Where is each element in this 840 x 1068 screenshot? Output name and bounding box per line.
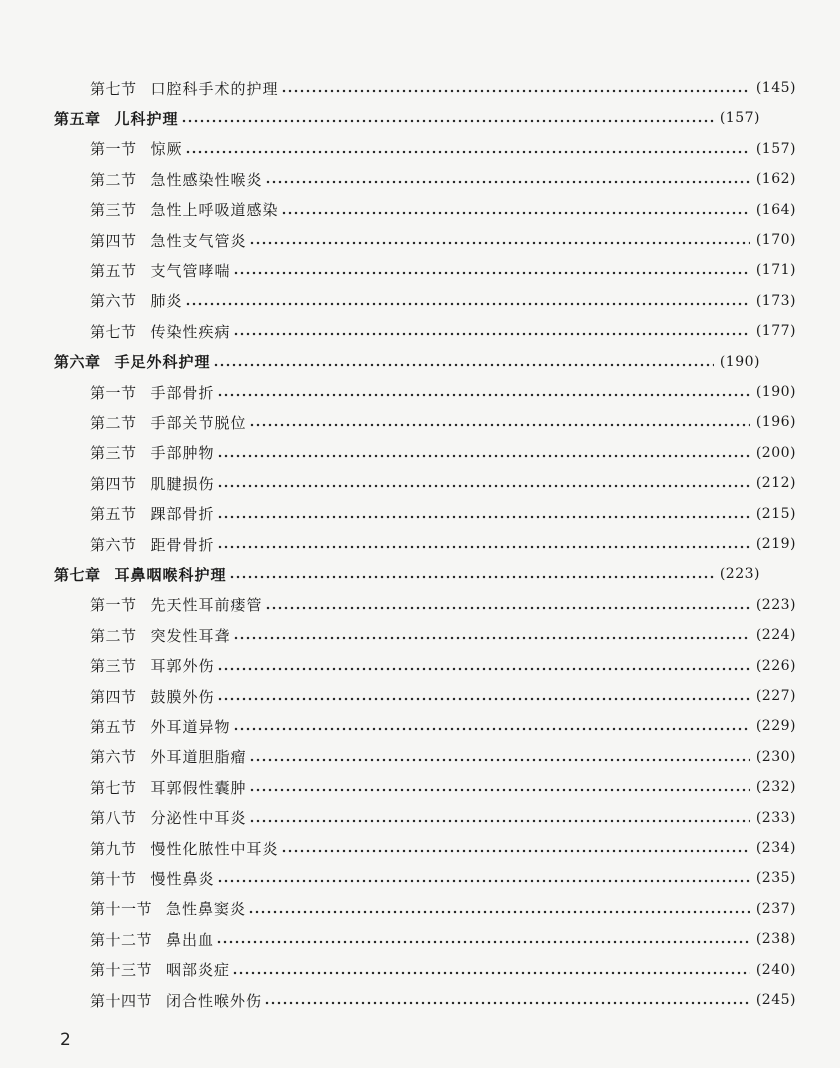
toc-entry-title: 肌腱损伤 [150, 474, 215, 493]
toc-entry-page: (233) [755, 809, 796, 826]
toc-entry-label: 第十四节 [90, 991, 153, 1010]
toc-entry-label: 第十三节 [90, 961, 153, 980]
toc-entry-title: 分泌性中耳炎 [150, 809, 247, 828]
toc-entry-page: (223) [719, 566, 760, 583]
toc-entry-page: (240) [755, 961, 796, 978]
toc-entry-title: 急性鼻窦炎 [166, 900, 247, 919]
toc-entry-label: 第十二节 [90, 930, 153, 949]
dot-leader [249, 423, 750, 427]
toc-entry-page: (235) [755, 870, 796, 887]
toc-section-entry [0, 438, 840, 468]
toc-entry-page: (219) [755, 536, 796, 552]
dot-leader [249, 241, 750, 245]
dot-leader [217, 454, 750, 458]
toc-entry-page: (157) [755, 140, 796, 157]
toc-entry-page: (230) [755, 748, 796, 765]
toc-entry-title: 儿科护理 [114, 109, 179, 128]
dot-leader [249, 788, 750, 792]
dot-leader [217, 667, 750, 671]
toc-entry-page: (245) [755, 992, 796, 1008]
toc-entry-page: (170) [755, 232, 796, 248]
toc-section-entry [0, 134, 840, 164]
toc-entry-label: 第四节 [90, 687, 137, 706]
toc-entry-title: 慢性化脓性中耳炎 [150, 839, 279, 858]
toc-entry-label: 第五节 [90, 717, 137, 736]
toc-entry-label: 第五节 [90, 261, 137, 280]
toc-entry-title: 外耳道胆脂瘤 [150, 748, 247, 767]
toc-entry-title: 惊厥 [150, 140, 183, 159]
toc-section-entry [0, 590, 840, 620]
dot-leader [233, 332, 750, 336]
toc-entry-label: 第二节 [90, 626, 137, 645]
toc-entry-label: 第三节 [90, 444, 137, 463]
toc-section-entry [0, 711, 840, 741]
toc-section-entry [0, 985, 840, 1015]
toc-entry-title: 先天性耳前瘘管 [150, 596, 263, 615]
toc-section-entry [0, 286, 840, 316]
toc-entry-title: 口腔科手术的护理 [150, 79, 279, 98]
toc-entry-page: (229) [755, 718, 796, 735]
toc-entry-label: 第八节 [90, 809, 137, 828]
toc-entry-title: 肺炎 [150, 292, 183, 311]
toc-entry-label: 第六节 [90, 292, 137, 311]
toc-section-entry [0, 742, 840, 772]
toc-entry-page: (224) [755, 627, 796, 644]
dot-leader [217, 393, 750, 397]
toc-entry-label: 第九节 [90, 839, 137, 858]
dot-leader [229, 575, 714, 579]
dot-leader [233, 727, 750, 731]
toc-section-entry [0, 225, 840, 255]
toc-section-entry [0, 164, 840, 194]
toc-section-entry [0, 316, 840, 346]
toc-entry-page: (227) [755, 688, 796, 704]
toc-entry-label: 第六章 [54, 353, 101, 372]
toc-entry-title: 手部关节脱位 [150, 413, 247, 432]
toc-section-entry [0, 377, 840, 407]
toc-section-entry [0, 529, 840, 559]
toc-entry-label: 第一节 [90, 596, 137, 615]
dot-leader [281, 211, 750, 215]
toc-entry-page: (164) [755, 201, 796, 218]
toc-section-entry [0, 468, 840, 498]
toc-entry-label: 第一节 [90, 383, 137, 402]
toc-entry-page: (196) [755, 414, 796, 431]
toc-entry-page: (200) [755, 444, 796, 461]
dot-leader [217, 879, 750, 883]
toc-entry-label: 第七节 [90, 79, 137, 98]
toc-section-entry [0, 863, 840, 893]
toc-entry-title: 耳鼻咽喉科护理 [114, 565, 227, 584]
dot-leader [216, 940, 750, 944]
toc-entry-title: 鼻出血 [166, 930, 215, 949]
toc-entry-title: 耳郭假性囊肿 [150, 778, 247, 797]
toc-entry-title: 咽部炎症 [166, 961, 231, 980]
dot-leader [217, 545, 750, 549]
toc-entry-label: 第十节 [90, 869, 137, 888]
toc-entry-label: 第二节 [90, 170, 137, 189]
toc-entry-label: 第二节 [90, 413, 137, 432]
toc-chapter-entry [0, 347, 804, 377]
dot-leader [264, 1001, 750, 1005]
toc-section-entry [0, 955, 840, 985]
dot-leader [185, 150, 750, 154]
toc-section-entry [0, 255, 840, 285]
dot-leader [213, 363, 714, 367]
toc-section-entry [0, 924, 840, 954]
toc-entry-label: 第六节 [90, 748, 137, 767]
toc-entry-title: 急性感染性喉炎 [150, 170, 263, 189]
toc-entry-title: 突发性耳聋 [150, 626, 231, 645]
toc-entry-title: 手部肿物 [150, 444, 215, 463]
toc-entry-title: 鼓膜外伤 [150, 687, 215, 706]
toc-entry-page: (162) [755, 171, 796, 188]
dot-leader [217, 484, 750, 488]
page-number: 2 [60, 1030, 71, 1050]
toc-entry-label: 第五章 [54, 109, 101, 128]
toc-section-entry [0, 407, 840, 437]
toc-entry-title: 踝部骨折 [150, 505, 215, 524]
toc-entry-page: (223) [755, 596, 796, 613]
toc-section-entry [0, 620, 840, 650]
toc-section-entry [0, 833, 840, 863]
toc-entry-page: (226) [755, 657, 796, 674]
toc-entry-label: 第六节 [90, 535, 137, 554]
toc-entry-label: 第四节 [90, 474, 137, 493]
dot-leader [217, 697, 750, 701]
toc-section-entry [0, 894, 840, 924]
toc-entry-label: 第三节 [90, 657, 137, 676]
dot-leader [233, 636, 750, 640]
dot-leader [281, 89, 750, 93]
toc-entry-page: (190) [719, 353, 760, 370]
dot-leader [265, 606, 750, 610]
toc-entry-label: 第七章 [54, 565, 101, 584]
toc-entry-page: (145) [755, 80, 796, 96]
dot-leader [217, 515, 750, 519]
toc-section-entry [0, 651, 840, 681]
toc-entry-page: (171) [755, 262, 796, 279]
toc-entry-title: 慢性鼻炎 [150, 869, 215, 888]
dot-leader [185, 302, 750, 306]
toc-section-entry [0, 195, 840, 225]
dot-leader [249, 758, 750, 762]
toc-entry-page: (237) [755, 900, 796, 917]
dot-leader [281, 849, 750, 853]
toc-entry-label: 第一节 [90, 140, 137, 159]
toc-entry-title: 手部骨折 [150, 383, 215, 402]
toc-entry-page: (177) [755, 323, 796, 340]
dot-leader [181, 119, 714, 123]
toc-entry-page: (238) [755, 931, 796, 948]
toc-entry-page: (190) [755, 384, 796, 400]
toc-section-entry [0, 499, 840, 529]
dot-leader [265, 180, 750, 184]
toc-entry-label: 第三节 [90, 201, 137, 220]
toc-entry-page: (212) [755, 475, 796, 492]
toc-entry-page: (173) [755, 292, 796, 309]
dot-leader [232, 971, 750, 975]
toc-entry-title: 闭合性喉外伤 [166, 991, 263, 1010]
toc-section-entry [0, 803, 840, 833]
toc-chapter-entry [0, 103, 804, 133]
toc-entry-label: 第四节 [90, 231, 137, 250]
toc-entry-title: 支气管哮喘 [150, 261, 231, 280]
toc-entry-title: 急性支气管炎 [150, 231, 247, 250]
toc-entry-label: 第七节 [90, 322, 137, 341]
toc-entry-page: (234) [755, 840, 796, 856]
toc-chapter-entry [0, 559, 804, 589]
toc-entry-title: 传染性疾病 [150, 322, 231, 341]
toc-entry-title: 耳郭外伤 [150, 657, 215, 676]
toc-entry-title: 距骨骨折 [150, 535, 215, 554]
toc-entry-label: 第十一节 [90, 900, 153, 919]
dot-leader [233, 271, 750, 275]
toc-section-entry [0, 681, 840, 711]
toc-entry-title: 手足外科护理 [114, 353, 211, 372]
toc-entry-page: (157) [719, 110, 760, 127]
toc-entry-label: 第五节 [90, 505, 137, 524]
toc-entry-page: (215) [755, 505, 796, 522]
dot-leader [249, 819, 750, 823]
toc-entry-title: 急性上呼吸道感染 [150, 201, 279, 220]
toc-section-entry [0, 73, 840, 103]
toc-entry-label: 第七节 [90, 778, 137, 797]
dot-leader [248, 910, 750, 914]
toc-entry-title: 外耳道异物 [150, 717, 231, 736]
toc-section-entry [0, 772, 840, 802]
toc-entry-page: (232) [755, 779, 796, 796]
